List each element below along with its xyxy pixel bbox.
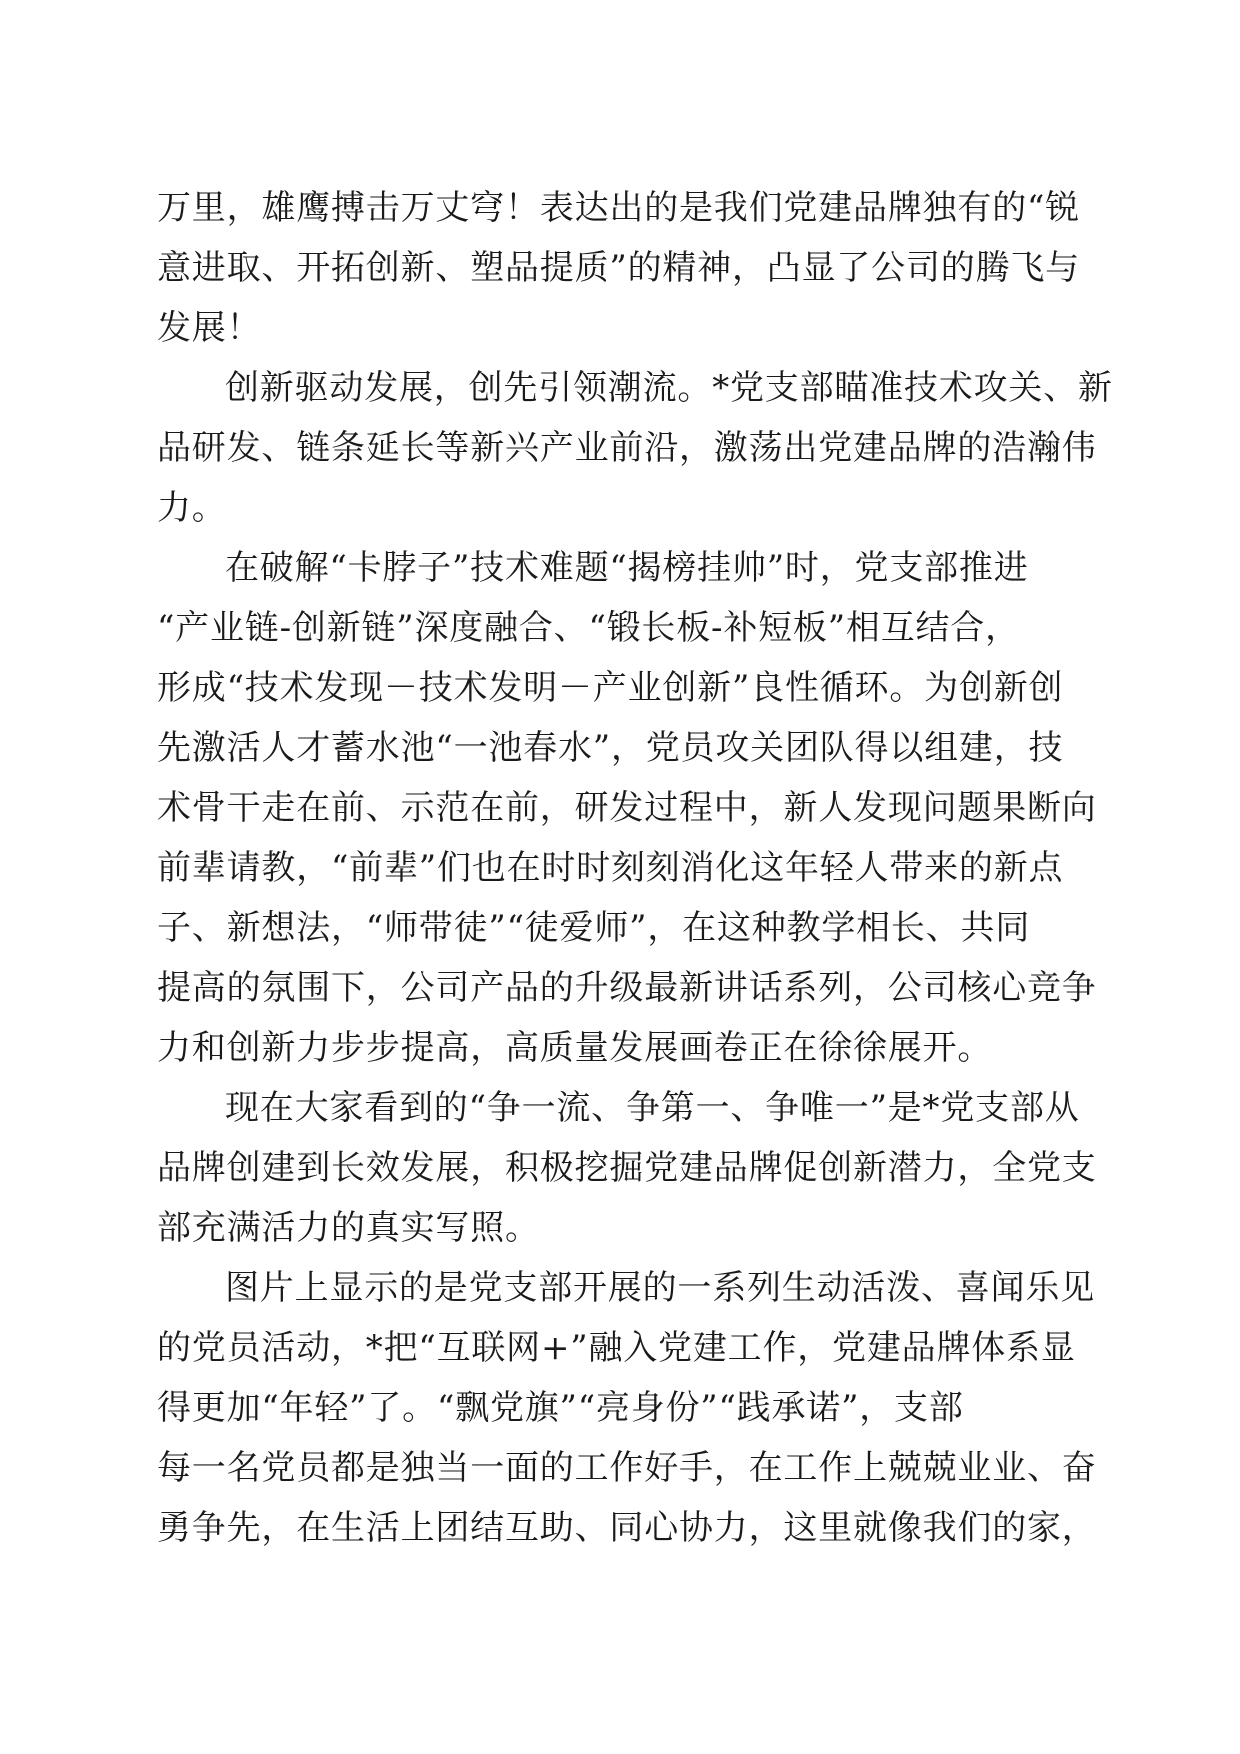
text-line: 先激活人才蓄水池“一池春水”，党员攻关团队得以组建，技 bbox=[157, 728, 1064, 768]
text-line: 品牌创建到长效发展，积极挖掘党建品牌促创新潜力，全党支 bbox=[157, 1148, 1097, 1188]
paragraph-4 bbox=[157, 1078, 1097, 1258]
paragraph-1 bbox=[157, 178, 1087, 358]
text-line: 在破解“卡脖子”技术难题“揭榜挂帅”时，党支部推进 bbox=[225, 548, 1029, 588]
text-line: 万里，雄鹰搏击万丈穹！表达出的是我们党建品牌独有的“锐 bbox=[157, 188, 1080, 228]
text-line: 子、新想法，“师带徒”“徒爱师”，在这种教学相长、共同 bbox=[157, 908, 1031, 948]
text-line: 术骨干走在前、示范在前，研发过程中，新人发现问题果断向 bbox=[157, 788, 1097, 828]
text-line: 部充满活力的真实写照。 bbox=[157, 1208, 540, 1248]
paragraph-5 bbox=[157, 1258, 1097, 1558]
text-line: 形成“技术发现－技术发明－产业创新”良性循环。为创新创 bbox=[157, 668, 1064, 708]
text-line: 创新驱动发展，创先引领潮流。*党支部瞄准技术攻关、新 bbox=[225, 368, 1113, 408]
text-line: 发展！ bbox=[157, 308, 262, 348]
paragraph-3 bbox=[157, 538, 1097, 1078]
text-line: 每一名党员都是独当一面的工作好手，在工作上兢兢业业、奋 bbox=[157, 1448, 1097, 1488]
text-line: 力和创新力步步提高，高质量发展画卷正在徐徐展开。 bbox=[157, 1028, 993, 1068]
document-body bbox=[157, 178, 1113, 1558]
text-line: 的党员活动，*把“互联网+”融入党建工作，党建品牌体系显 bbox=[157, 1328, 1076, 1368]
text-line: 现在大家看到的“争一流、争第一、争唯一”是*党支部从 bbox=[225, 1088, 1080, 1128]
text-line: “产业链-创新链”深度融合、“锻长板-补短板”相互结合， bbox=[157, 608, 1020, 648]
text-line: 勇争先，在生活上团结互助、同心协力，这里就像我们的家， bbox=[157, 1508, 1097, 1548]
text-line: 图片上显示的是党支部开展的一系列生动活泼、喜闻乐见 bbox=[225, 1268, 1095, 1308]
text-line: 前辈请教，“前辈”们也在时时刻刻消化这年轻人带来的新点 bbox=[157, 848, 1064, 888]
text-line: 力。 bbox=[157, 488, 227, 528]
text-line: 得更加“年轻”了。“飘党旗”“亮身份”“践承诺”，支部 bbox=[157, 1388, 964, 1428]
paragraph-2 bbox=[157, 358, 1113, 538]
text-line: 品研发、链条延长等新兴产业前沿，激荡出党建品牌的浩瀚伟 bbox=[157, 428, 1097, 468]
text-line: 提高的氛围下，公司产品的升级最新讲话系列，公司核心竞争 bbox=[157, 968, 1097, 1008]
text-line: 意进取、开拓创新、塑品提质”的精神，凸显了公司的腾飞与 bbox=[157, 248, 1080, 288]
